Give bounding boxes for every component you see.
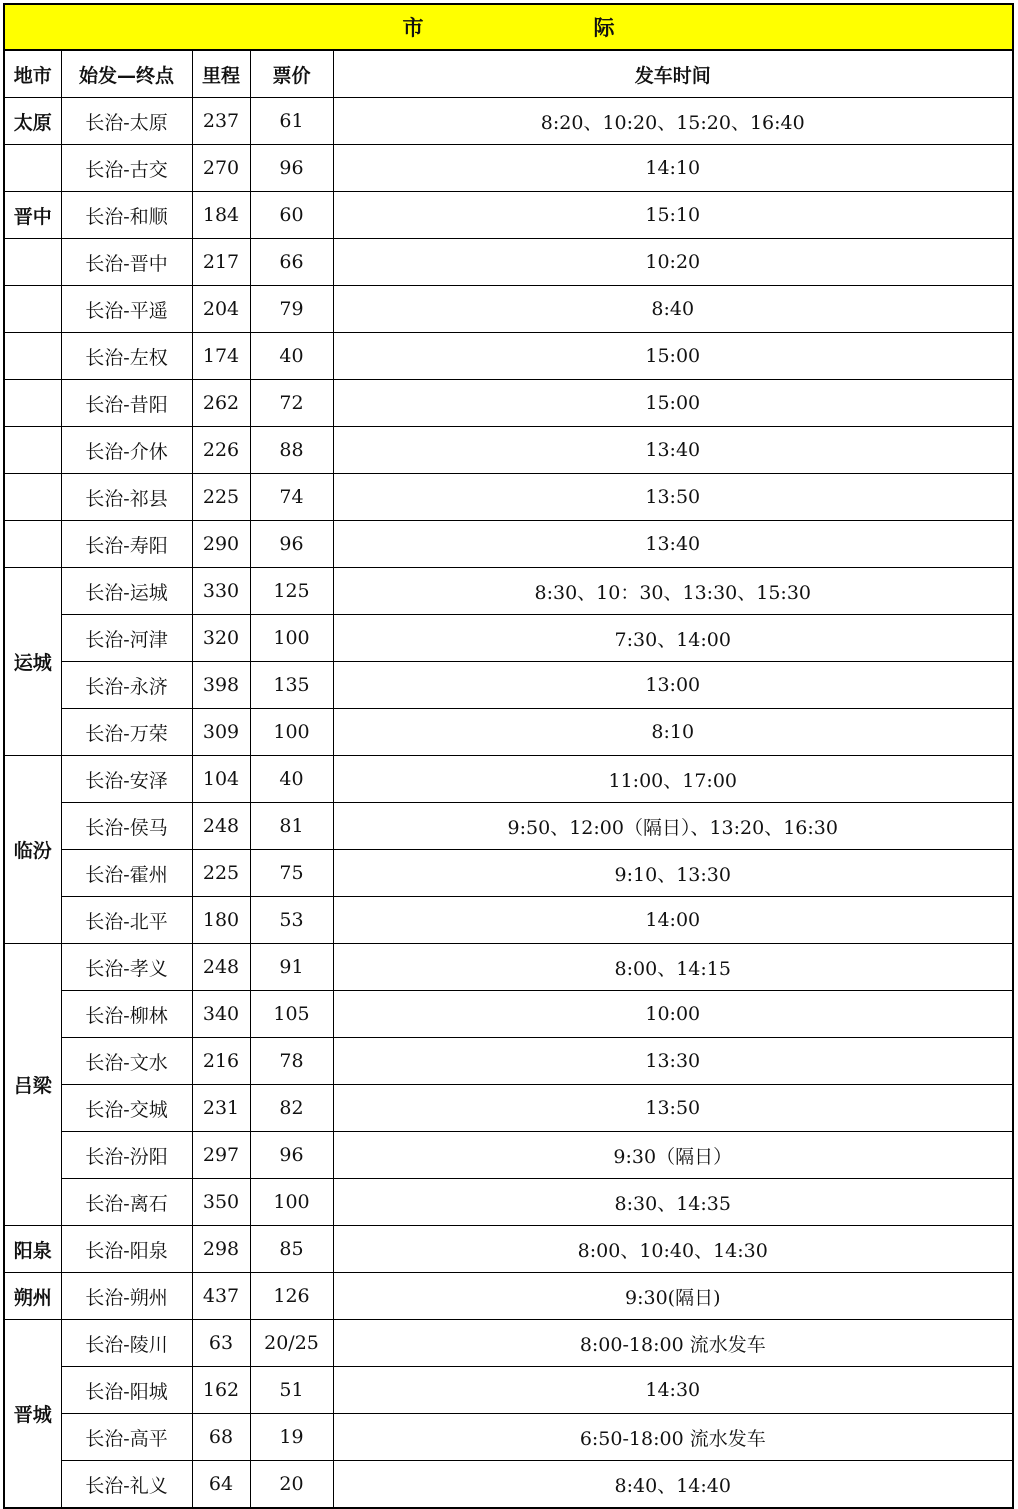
region-cell [4, 521, 61, 568]
distance-cell: 290 [192, 521, 250, 568]
price-cell: 78 [250, 1038, 333, 1085]
table-row [4, 1367, 1013, 1414]
table-row [4, 756, 1013, 803]
price-cell: 85 [250, 1226, 333, 1273]
time-cell: 13:40 [333, 521, 1013, 568]
distance-cell: 398 [192, 662, 250, 709]
price-cell: 61 [250, 98, 333, 145]
distance-cell: 350 [192, 1179, 250, 1226]
route-cell: 长治-柳林 [61, 991, 192, 1038]
region-cell [4, 286, 61, 333]
price-cell: 20/25 [250, 1320, 333, 1367]
distance-cell: 270 [192, 145, 250, 192]
schedule-sheet [3, 3, 1014, 1509]
price-cell: 100 [250, 709, 333, 756]
table-row [4, 192, 1013, 239]
distance-cell: 225 [192, 474, 250, 521]
time-cell: 13:50 [333, 474, 1013, 521]
route-cell: 长治-介休 [61, 427, 192, 474]
table-row [4, 662, 1013, 709]
table-row [4, 333, 1013, 380]
route-cell: 长治-阳泉 [61, 1226, 192, 1273]
time-cell: 8:20、10:20、15:20、16:40 [333, 98, 1013, 145]
route-cell: 长治-安泽 [61, 756, 192, 803]
title-row [4, 4, 1013, 50]
table-row [4, 991, 1013, 1038]
route-cell: 长治-礼义 [61, 1461, 192, 1509]
time-cell: 15:00 [333, 333, 1013, 380]
table-row [4, 427, 1013, 474]
price-cell: 72 [250, 380, 333, 427]
distance-cell: 204 [192, 286, 250, 333]
header-city: 地市 [4, 50, 61, 98]
time-cell: 13:50 [333, 1085, 1013, 1132]
table-row [4, 709, 1013, 756]
time-cell: 14:10 [333, 145, 1013, 192]
time-cell: 10:20 [333, 239, 1013, 286]
table-row [4, 1273, 1013, 1320]
route-cell: 长治-运城 [61, 568, 192, 615]
region-cell [4, 333, 61, 380]
region-cell [4, 427, 61, 474]
region-cell [4, 145, 61, 192]
price-cell: 91 [250, 944, 333, 991]
distance-cell: 231 [192, 1085, 250, 1132]
table-title [4, 4, 1013, 50]
distance-cell: 309 [192, 709, 250, 756]
route-cell: 长治-北平 [61, 897, 192, 944]
price-cell: 60 [250, 192, 333, 239]
region-cell [4, 380, 61, 427]
header-time: 发车时间 [333, 50, 1013, 98]
region-cell: 太原 [4, 98, 61, 145]
price-cell: 40 [250, 756, 333, 803]
price-cell: 81 [250, 803, 333, 850]
distance-cell: 174 [192, 333, 250, 380]
time-cell: 9:10、13:30 [333, 850, 1013, 897]
route-cell: 长治-永济 [61, 662, 192, 709]
region-cell [4, 474, 61, 521]
time-cell: 7:30、14:00 [333, 615, 1013, 662]
distance-cell: 226 [192, 427, 250, 474]
route-cell: 长治-平遥 [61, 286, 192, 333]
table-row [4, 1038, 1013, 1085]
table-row [4, 1179, 1013, 1226]
time-cell: 15:00 [333, 380, 1013, 427]
table-row [4, 98, 1013, 145]
distance-cell: 320 [192, 615, 250, 662]
time-cell: 9:50、12:00（隔日）、13:20、16:30 [333, 803, 1013, 850]
distance-cell: 64 [192, 1461, 250, 1509]
table-row [4, 239, 1013, 286]
time-cell: 15:10 [333, 192, 1013, 239]
time-cell: 14:30 [333, 1367, 1013, 1414]
price-cell: 96 [250, 1132, 333, 1179]
price-cell: 135 [250, 662, 333, 709]
route-cell: 长治-霍州 [61, 850, 192, 897]
time-cell: 8:00-18:00 流水发车 [333, 1320, 1013, 1367]
table-row [4, 897, 1013, 944]
route-cell: 长治-高平 [61, 1414, 192, 1461]
header-route: 始发—终点 [61, 50, 192, 98]
price-cell: 100 [250, 615, 333, 662]
region-cell: 朔州 [4, 1273, 61, 1320]
route-cell: 长治-祁县 [61, 474, 192, 521]
price-cell: 53 [250, 897, 333, 944]
table-row [4, 1085, 1013, 1132]
price-cell: 20 [250, 1461, 333, 1509]
distance-cell: 248 [192, 944, 250, 991]
time-cell: 9:30(隔日) [333, 1273, 1013, 1320]
table-row [4, 1226, 1013, 1273]
table-row [4, 1461, 1013, 1509]
table-row [4, 1414, 1013, 1461]
time-cell: 8:00、14:15 [333, 944, 1013, 991]
time-cell: 8:30、10：30、13:30、15:30 [333, 568, 1013, 615]
price-cell: 126 [250, 1273, 333, 1320]
table-row [4, 521, 1013, 568]
distance-cell: 217 [192, 239, 250, 286]
table-row [4, 286, 1013, 333]
route-cell: 长治-孝义 [61, 944, 192, 991]
distance-cell: 340 [192, 991, 250, 1038]
price-cell: 96 [250, 521, 333, 568]
schedule-table-body [4, 4, 1013, 1508]
distance-cell: 237 [192, 98, 250, 145]
price-cell: 105 [250, 991, 333, 1038]
time-cell: 6:50-18:00 流水发车 [333, 1414, 1013, 1461]
price-cell: 100 [250, 1179, 333, 1226]
price-cell: 51 [250, 1367, 333, 1414]
price-cell: 79 [250, 286, 333, 333]
price-cell: 74 [250, 474, 333, 521]
route-cell: 长治-陵川 [61, 1320, 192, 1367]
header-distance: 里程 [192, 50, 250, 98]
distance-cell: 216 [192, 1038, 250, 1085]
route-cell: 长治-文水 [61, 1038, 192, 1085]
distance-cell: 437 [192, 1273, 250, 1320]
route-cell: 长治-古交 [61, 145, 192, 192]
price-cell: 96 [250, 145, 333, 192]
route-cell: 长治-离石 [61, 1179, 192, 1226]
price-cell: 19 [250, 1414, 333, 1461]
time-cell: 9:30（隔日） [333, 1132, 1013, 1179]
table-row [4, 1320, 1013, 1367]
table-row [4, 850, 1013, 897]
price-cell: 75 [250, 850, 333, 897]
distance-cell: 180 [192, 897, 250, 944]
time-cell: 8:40、14:40 [333, 1461, 1013, 1509]
table-row [4, 944, 1013, 991]
time-cell: 8:00、10:40、14:30 [333, 1226, 1013, 1273]
route-cell: 长治-晋中 [61, 239, 192, 286]
price-cell: 82 [250, 1085, 333, 1132]
route-cell: 长治-左权 [61, 333, 192, 380]
route-cell: 长治-河津 [61, 615, 192, 662]
distance-cell: 104 [192, 756, 250, 803]
time-cell: 14:00 [333, 897, 1013, 944]
table-row [4, 474, 1013, 521]
table-row [4, 803, 1013, 850]
route-cell: 长治-寿阳 [61, 521, 192, 568]
time-cell: 8:10 [333, 709, 1013, 756]
time-cell: 13:40 [333, 427, 1013, 474]
table-row [4, 145, 1013, 192]
distance-cell: 298 [192, 1226, 250, 1273]
distance-cell: 63 [192, 1320, 250, 1367]
schedule-table [3, 3, 1014, 1509]
time-cell: 11:00、17:00 [333, 756, 1013, 803]
distance-cell: 330 [192, 568, 250, 615]
distance-cell: 297 [192, 1132, 250, 1179]
table-row [4, 380, 1013, 427]
title-left: 市 [402, 16, 424, 40]
table-row [4, 615, 1013, 662]
title-right: 际 [593, 16, 615, 40]
time-cell: 8:40 [333, 286, 1013, 333]
region-cell: 晋中 [4, 192, 61, 239]
price-cell: 66 [250, 239, 333, 286]
table-row [4, 1132, 1013, 1179]
region-cell: 运城 [4, 568, 61, 756]
distance-cell: 262 [192, 380, 250, 427]
header-price: 票价 [250, 50, 333, 98]
route-cell: 长治-昔阳 [61, 380, 192, 427]
distance-cell: 184 [192, 192, 250, 239]
region-cell: 晋城 [4, 1320, 61, 1509]
region-cell: 阳泉 [4, 1226, 61, 1273]
route-cell: 长治-万荣 [61, 709, 192, 756]
price-cell: 40 [250, 333, 333, 380]
distance-cell: 162 [192, 1367, 250, 1414]
region-cell: 临汾 [4, 756, 61, 944]
route-cell: 长治-阳城 [61, 1367, 192, 1414]
distance-cell: 225 [192, 850, 250, 897]
region-cell [4, 239, 61, 286]
price-cell: 125 [250, 568, 333, 615]
distance-cell: 248 [192, 803, 250, 850]
header-row [4, 50, 1013, 98]
time-cell: 8:30、14:35 [333, 1179, 1013, 1226]
distance-cell: 68 [192, 1414, 250, 1461]
route-cell: 长治-太原 [61, 98, 192, 145]
route-cell: 长治-交城 [61, 1085, 192, 1132]
table-row [4, 568, 1013, 615]
route-cell: 长治-侯马 [61, 803, 192, 850]
price-cell: 88 [250, 427, 333, 474]
route-cell: 长治-和顺 [61, 192, 192, 239]
route-cell: 长治-汾阳 [61, 1132, 192, 1179]
time-cell: 13:00 [333, 662, 1013, 709]
route-cell: 长治-朔州 [61, 1273, 192, 1320]
region-cell: 吕梁 [4, 944, 61, 1226]
time-cell: 13:30 [333, 1038, 1013, 1085]
time-cell: 10:00 [333, 991, 1013, 1038]
